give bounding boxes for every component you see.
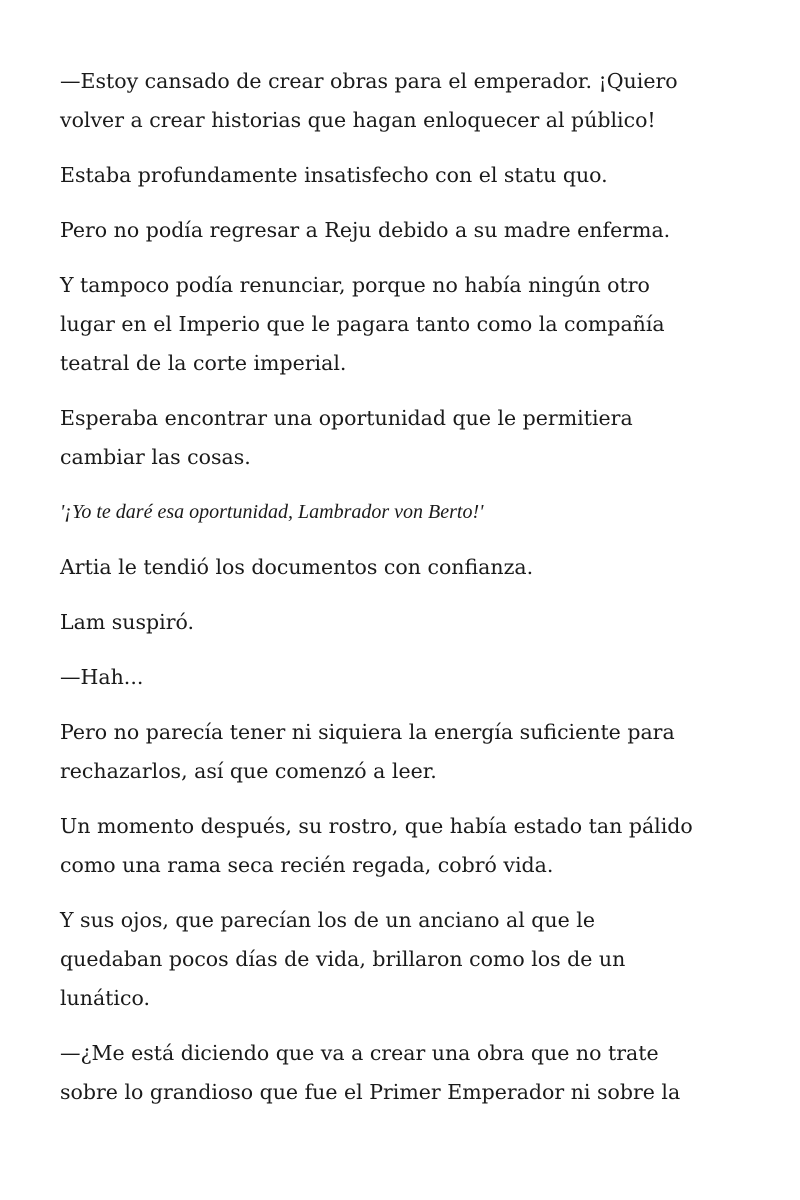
paragraph-8	[60, 603, 780, 642]
paragraph-7	[60, 548, 780, 587]
paragraph-2	[60, 156, 780, 195]
paragraph-line: Un momento después, su rostro, que había estado tan pálido	[60, 814, 693, 838]
paragraph-line: Esperaba encontrar una oportunidad que le permitiera	[60, 406, 633, 430]
paragraph-line: rechazarlos, así que comenzó a leer.	[60, 759, 437, 783]
paragraph-line: quedaban pocos días de vida, brillaron como los de un	[60, 947, 626, 971]
document-page	[60, 62, 780, 1128]
paragraph-line: sobre lo grandioso que fue el Primer Emperador ni sobre la	[60, 1080, 681, 1104]
paragraph-line: volver a crear historias que hagan enloquecer al público!	[60, 108, 656, 132]
paragraph-line: Y sus ojos, que parecían los de un anciano al que le	[60, 908, 595, 932]
paragraph-12	[60, 901, 780, 1018]
paragraph-line: lugar en el Imperio que le pagara tanto como la compañía	[60, 312, 665, 336]
paragraph-line: '¡Yo te daré esa oportunidad, Lambrador von Berto!'	[60, 501, 484, 523]
paragraph-11	[60, 807, 780, 885]
paragraph-line: —Hah...	[60, 665, 144, 689]
paragraph-line: Lam suspiró.	[60, 610, 195, 634]
paragraph-3	[60, 211, 780, 250]
paragraph-4	[60, 266, 780, 383]
paragraph-line: Y tampoco podía renunciar, porque no había ningún otro	[60, 273, 650, 297]
paragraph-line: —Estoy cansado de crear obras para el emperador. ¡Quiero	[60, 69, 678, 93]
paragraph-5	[60, 399, 780, 477]
paragraph-6-thought	[60, 493, 780, 532]
paragraph-line: Pero no podía regresar a Reju debido a su madre enferma.	[60, 218, 671, 242]
paragraph-line: Pero no parecía tener ni siquiera la energía suficiente para	[60, 720, 675, 744]
paragraph-line: Artia le tendió los documentos con confianza.	[60, 555, 534, 579]
paragraph-10	[60, 713, 780, 791]
paragraph-9	[60, 658, 780, 697]
paragraph-line: teatral de la corte imperial.	[60, 351, 347, 375]
paragraph-13	[60, 1034, 780, 1112]
paragraph-line: como una rama seca recién regada, cobró vida.	[60, 853, 554, 877]
paragraph-line: —¿Me está diciendo que va a crear una obra que no trate	[60, 1041, 659, 1065]
paragraph-line: cambiar las cosas.	[60, 445, 251, 469]
paragraph-line: Estaba profundamente insatisfecho con el statu quo.	[60, 163, 608, 187]
paragraph-1	[60, 62, 780, 140]
paragraph-line: lunático.	[60, 986, 150, 1010]
